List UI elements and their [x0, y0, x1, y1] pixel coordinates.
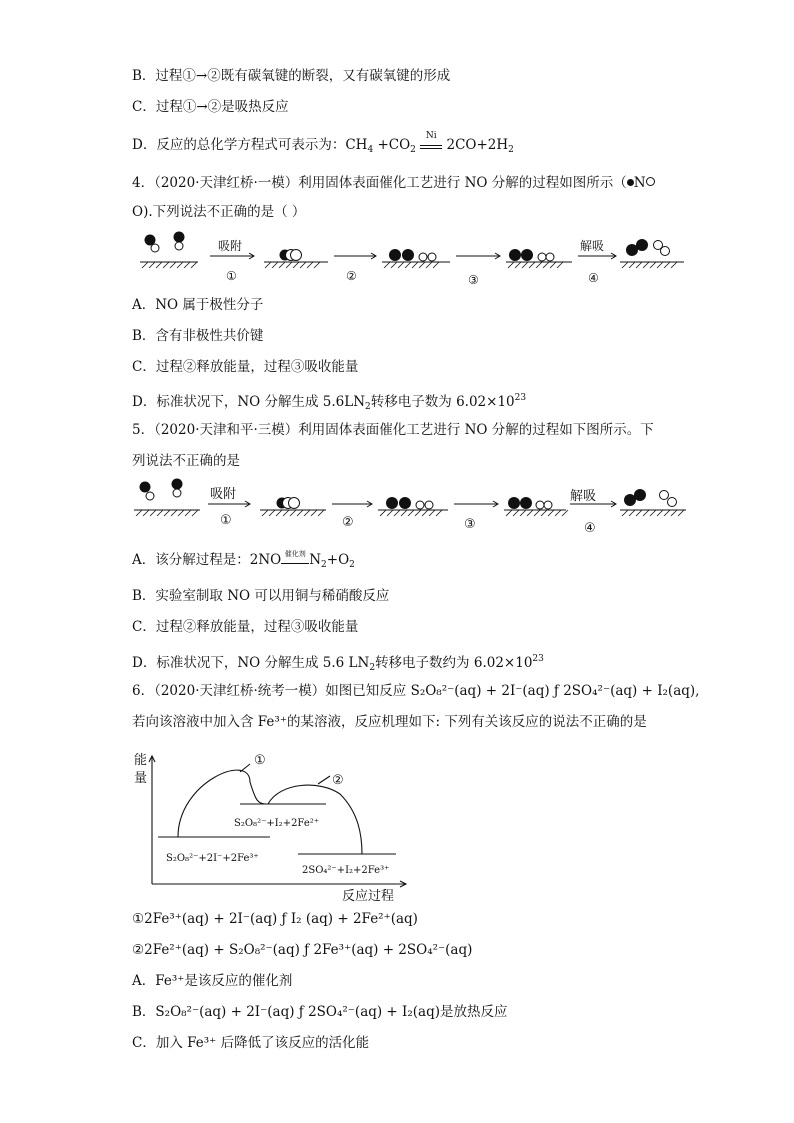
q5-stem-2: 列说法不正确的是	[132, 453, 240, 469]
energy-profile-diagram	[130, 742, 420, 908]
step-1-label: ①	[220, 513, 232, 528]
sub: 2	[349, 560, 355, 570]
option-a-q6: A．Fe³⁺是该反应的催化剂	[132, 973, 293, 989]
option-b-q5: B．实验室制取 NO 可以用铜与稀硝酸反应	[132, 588, 390, 604]
text: D．反应的总化学方程式可表示为：CH	[132, 137, 368, 153]
text: N	[309, 552, 322, 568]
white-atom-icon	[646, 177, 655, 186]
black-atom-icon	[627, 179, 634, 186]
y-axis-label-2: 量	[134, 771, 148, 786]
sub: 2	[410, 145, 416, 155]
step-4-label: ④	[584, 521, 596, 536]
step-4-label: ④	[588, 271, 599, 285]
step-desorb-label: 解吸	[570, 489, 597, 504]
q4-stem-2: O).下列说法不正确的是（ ）	[132, 204, 306, 220]
intermediate-level-label: S₂O₈²⁻+I₂+2Fe²⁺	[234, 818, 320, 829]
step-2-label: ②	[342, 515, 354, 530]
text: 转移电子数约为 6.02×10	[375, 655, 533, 671]
text: A．该分解过程是：2NO	[132, 552, 282, 568]
sub: 2	[508, 145, 514, 155]
step-1-label: ①	[226, 269, 237, 283]
catalyst-label: 催化剂	[284, 550, 306, 558]
text: 4．（2020·天津红桥·一模）利用固体表面催化工艺进行 NO 分解的过程如图所示（	[132, 175, 627, 191]
step-3-label: ③	[468, 273, 479, 287]
nos-decomposition-diagram-2	[130, 474, 690, 540]
peak-2-label: ②	[332, 773, 344, 788]
sub: 4	[367, 145, 374, 155]
q6-stem-2: 若向该溶液中加入含 Fe³⁺的某溶液，反应机理如下: 下列有关该反应的说法不正确的是	[132, 714, 647, 730]
option-c-q4: C．过程②释放能量，过程③吸收能量	[132, 359, 359, 375]
q4-stem-1	[132, 174, 655, 192]
step-adsorb-label: 吸附	[210, 487, 237, 502]
step-2-label: ②	[346, 269, 357, 283]
nos-decomposition-diagram-1	[130, 228, 690, 294]
end-level-label: 2SO₄²⁻+I₂+2Fe³⁺	[302, 865, 390, 876]
sub: 2	[365, 402, 371, 412]
option-b-q3: B．过程①→②既有碳氧键的断裂，又有碳氧键的形成	[132, 68, 451, 84]
q6-stem-1: 6．（2020·天津红桥·统考一模）如图已知反应 S₂O₈²⁻(aq) + 2I⁻(aq) ƒ 2SO₄²⁻(aq) + I₂(aq),	[132, 683, 700, 699]
text: 2CO+2H	[442, 137, 509, 153]
step-desorb-label: 解吸	[580, 239, 605, 253]
y-axis-label-1: 能	[134, 753, 148, 768]
option-b-q4: B．含有非极性共价键	[132, 328, 264, 344]
mechanism-step-2: ②2Fe²⁺(aq) + S₂O₈²⁻(aq) ƒ 2Fe³⁺(aq) + 2SO₄²⁻(aq)	[132, 942, 473, 958]
option-c-q6: C．加入 Fe³⁺ 后降低了该反应的活化能	[132, 1035, 370, 1051]
peak-1-label: ①	[254, 753, 266, 768]
catalyst-label: Ni	[425, 131, 437, 141]
sub: 2	[321, 560, 327, 570]
mechanism-step-1: ①2Fe³⁺(aq) + 2I⁻(aq) ƒ I₂ (aq) + 2Fe²⁺(aq)	[132, 911, 418, 927]
option-d-q5	[132, 650, 544, 677]
option-b-q6: B．S₂O₈²⁻(aq) + 2I⁻(aq) ƒ 2SO₄²⁻(aq) + I₂(aq)是放热反应	[132, 1004, 508, 1020]
option-c-q3: C．过程①→②是吸热反应	[132, 99, 289, 115]
text: D．标准状况下，NO 分解生成 5.6 LN	[132, 655, 370, 671]
sub: 2	[369, 663, 376, 673]
sup: 23	[514, 393, 527, 403]
start-level-label: S₂O₈²⁻+2I⁻+2Fe³⁺	[166, 853, 259, 864]
option-c-q5: C．过程②释放能量，过程③吸收能量	[132, 619, 359, 635]
text: +O	[326, 552, 350, 568]
step-3-label: ③	[464, 517, 476, 532]
option-a-q5	[132, 551, 355, 574]
option-d-q4	[132, 389, 526, 416]
text: D．标准状况下，NO 分解生成 5.6LN	[132, 394, 366, 410]
catalyst-arrow	[281, 550, 309, 564]
text: +CO	[373, 137, 411, 153]
option-a-q4: A．NO 属于极性分子	[132, 297, 264, 313]
q5-stem-1: 5．（2020·天津和平·三模）利用固体表面催化工艺进行 NO 分解的过程如下图所示。下	[132, 422, 654, 438]
text: 转移电子数为 6.02×10	[370, 394, 515, 410]
step-adsorb-label: 吸附	[218, 239, 243, 253]
sup: 23	[532, 654, 544, 664]
x-axis-label: 反应过程	[342, 889, 395, 904]
option-d-q3	[132, 131, 514, 159]
catalyst-arrow	[420, 131, 442, 149]
text: N	[633, 175, 646, 191]
